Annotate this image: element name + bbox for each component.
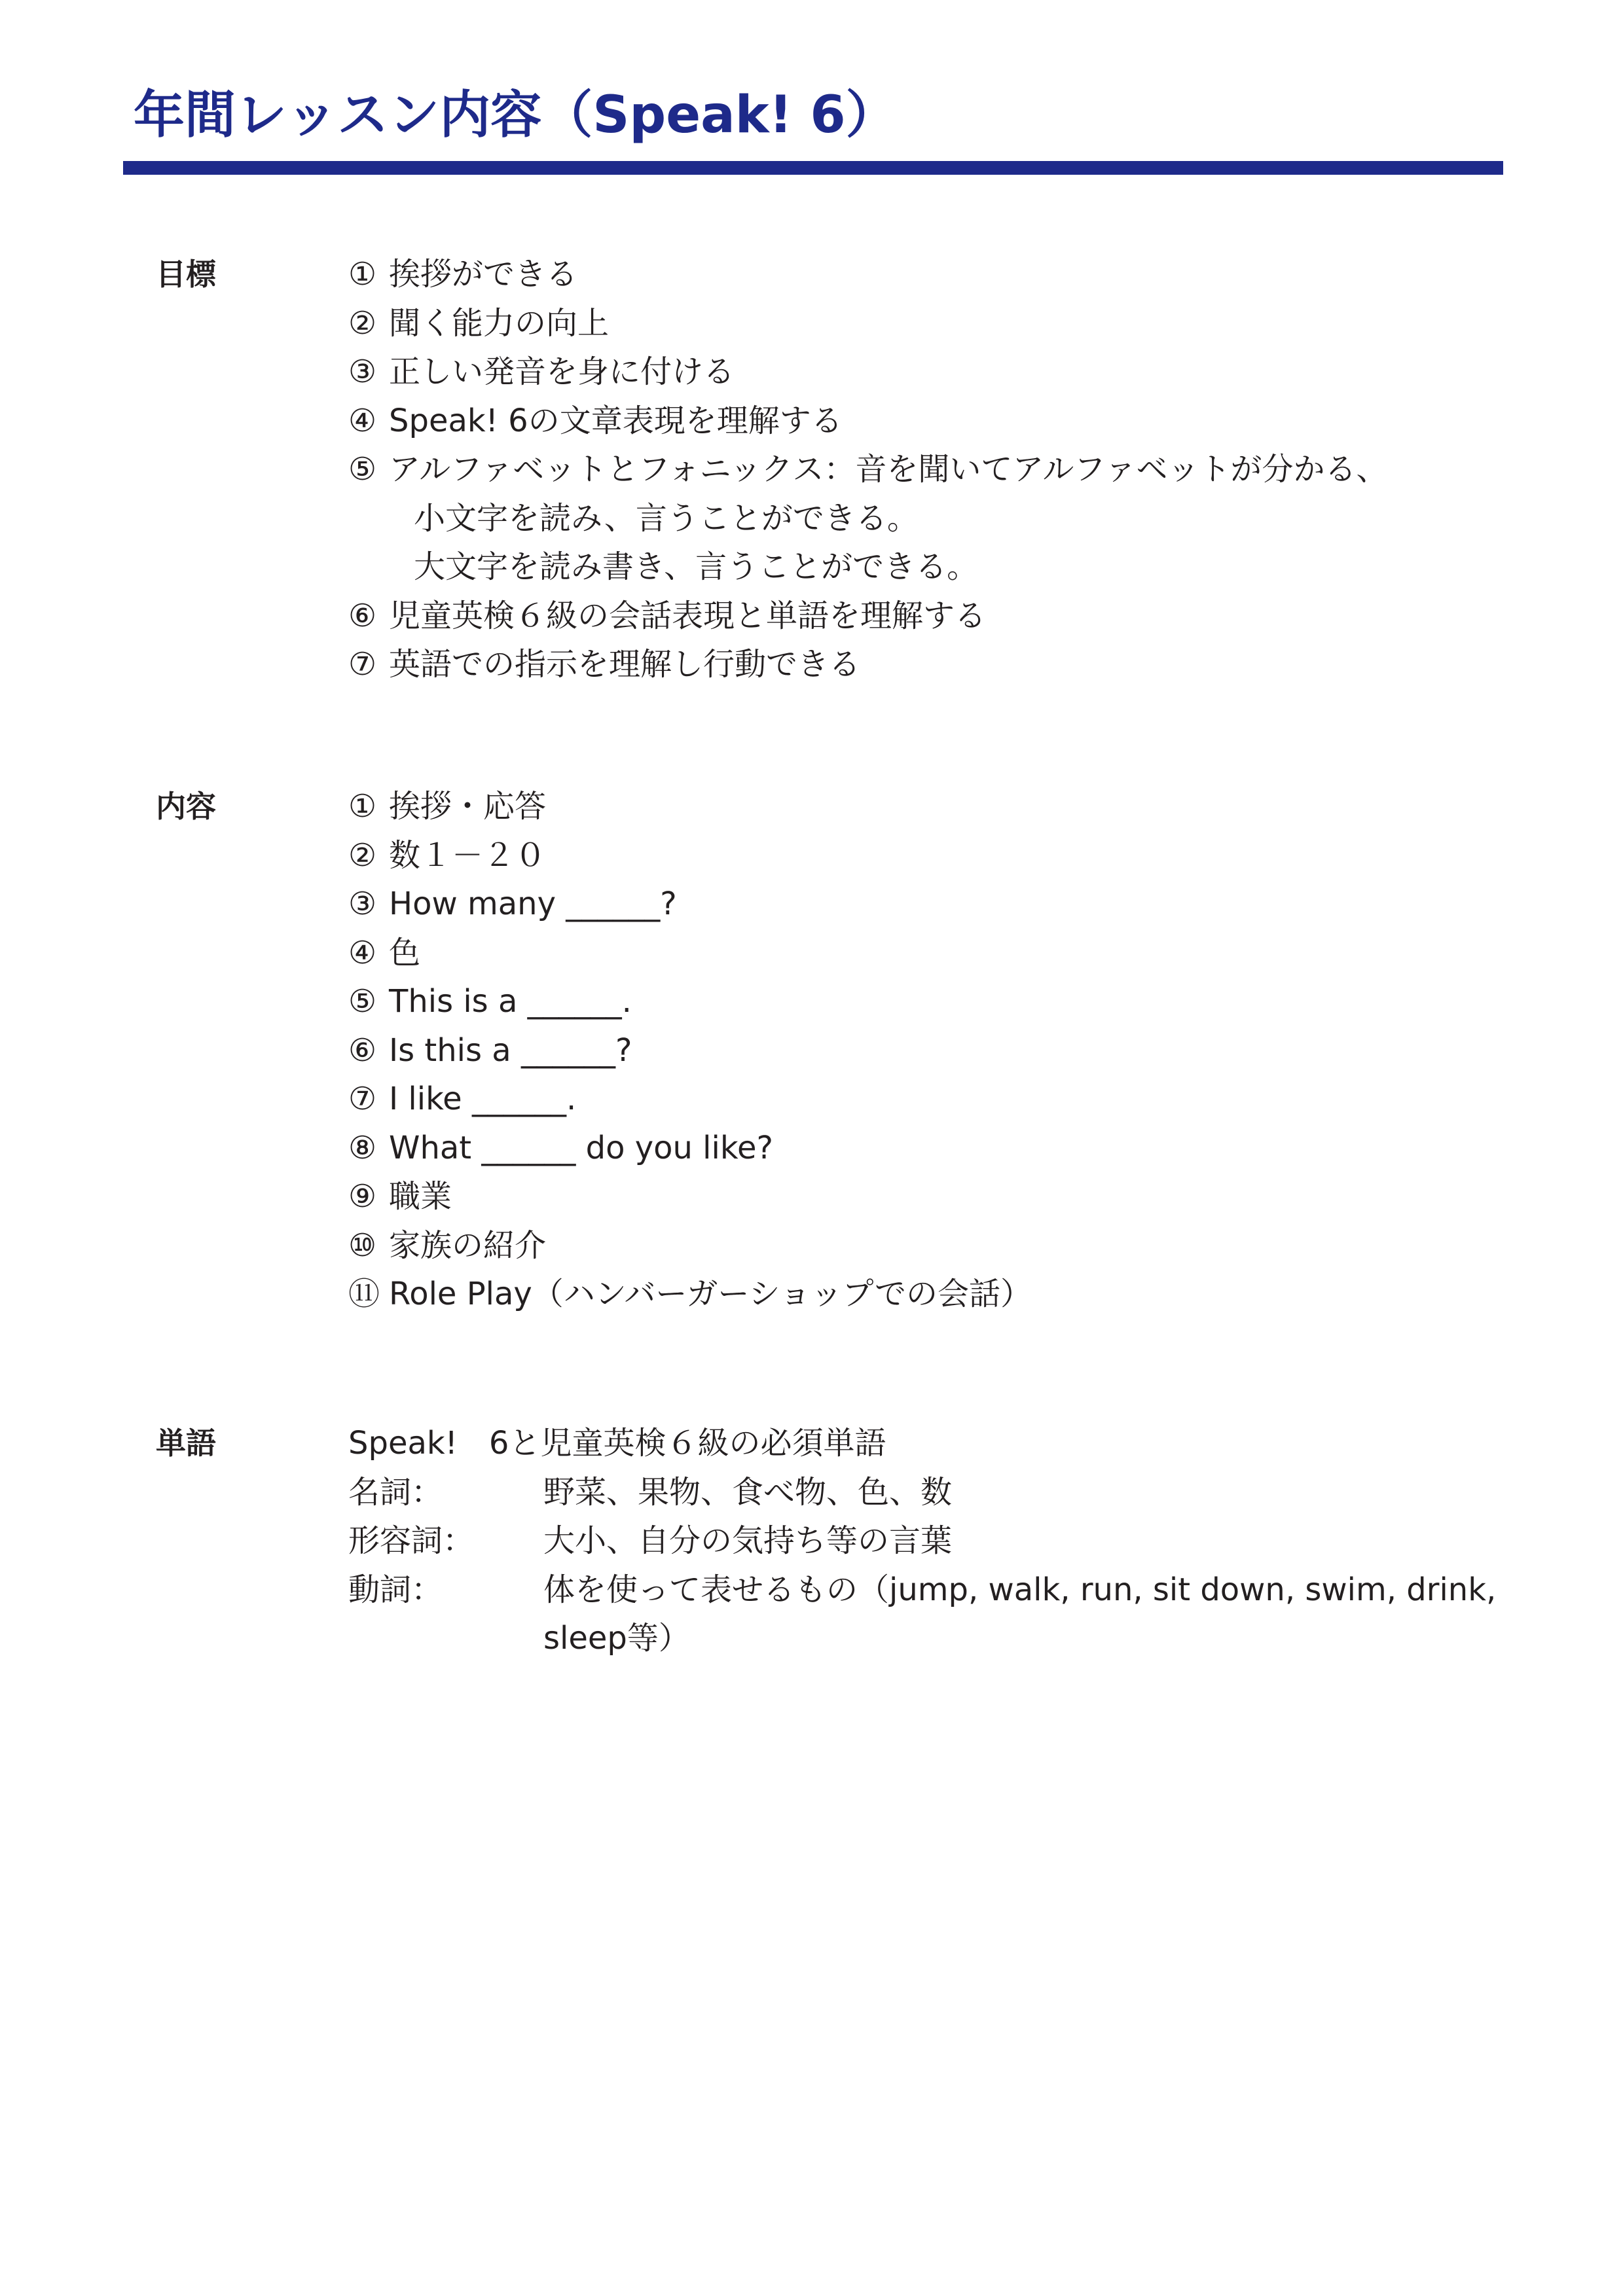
- item-text: Speak! 6の文章表現を理解する: [389, 402, 843, 439]
- title-underline: [123, 161, 1503, 175]
- vocabulary-intro: Speak! 6と児童英検６級の必須単語: [348, 1425, 886, 1462]
- contents-list: [348, 782, 1032, 1319]
- item-text: 大文字を読み書き、言うことができる。: [414, 548, 979, 585]
- list-item: [348, 1075, 1032, 1124]
- list-item: [348, 880, 1032, 929]
- list-item: [348, 299, 1387, 348]
- item-text: 家族の紹介: [389, 1227, 547, 1264]
- item-text: 数１－２０: [389, 836, 547, 874]
- list-item-continuation: [348, 494, 1387, 543]
- list-item: [348, 1124, 1032, 1173]
- section-label-contents: 内容: [156, 789, 216, 824]
- item-text: What ______ do you like?: [389, 1129, 773, 1166]
- vocabulary-value: 野菜、果物、食べ物、色、数: [543, 1473, 953, 1511]
- list-item: [348, 1172, 1032, 1221]
- list-item: [348, 640, 1387, 689]
- item-text: How many ______?: [389, 886, 677, 922]
- vocabulary-block: [348, 1419, 1496, 1663]
- list-item: [348, 782, 1032, 831]
- item-number: ③: [348, 353, 377, 390]
- item-text: This is a ______.: [389, 983, 632, 1020]
- list-item: [348, 929, 1032, 978]
- vocabulary-row-continuation: [348, 1614, 1496, 1663]
- item-number: ⑩: [348, 1227, 377, 1264]
- vocabulary-row: [348, 1566, 1496, 1615]
- list-item: [348, 348, 1387, 397]
- list-item: [348, 1270, 1032, 1319]
- item-text: 小文字を読み、言うことができる。: [414, 499, 919, 537]
- item-number: ②: [348, 304, 377, 342]
- list-item: [348, 831, 1032, 880]
- list-item: [348, 592, 1387, 641]
- list-item: [348, 1026, 1032, 1075]
- item-number: ⑧: [348, 1129, 377, 1166]
- item-text: Role Play（ハンバーガーショップでの会話）: [389, 1276, 1032, 1312]
- vocabulary-value: 体を使って表せるもの（jump, walk, run, sit down, swim, drink,: [543, 1571, 1497, 1608]
- item-text: 英語での指示を理解し行動できる: [389, 646, 861, 683]
- item-number: ⑪: [348, 1276, 380, 1312]
- item-number: ④: [348, 402, 377, 439]
- vocabulary-key: 形容詞：: [348, 1522, 475, 1559]
- item-number: ⑦: [348, 646, 377, 683]
- item-text: I like ______.: [389, 1081, 577, 1117]
- list-item-continuation: [348, 543, 1387, 592]
- item-number: ①: [348, 256, 377, 293]
- item-text: アルファベットとフォニックス：音を聞いてアルファベットが分かる、: [389, 451, 1388, 488]
- item-text: 挨拶・応答: [389, 788, 547, 825]
- item-number: ⑦: [348, 1081, 377, 1117]
- list-item: [348, 250, 1387, 299]
- vocabulary-key: 名詞：: [348, 1473, 443, 1511]
- item-text: 児童英検６級の会話表現と単語を理解する: [389, 597, 987, 634]
- item-number: ③: [348, 886, 377, 922]
- item-number: ④: [348, 934, 377, 971]
- vocabulary-value: 大小、自分の気持ち等の言葉: [543, 1522, 953, 1559]
- list-item: [348, 397, 1387, 446]
- item-number: ⑤: [348, 983, 377, 1020]
- vocabulary-key: 動詞：: [348, 1571, 443, 1608]
- item-text: Is this a ______?: [389, 1031, 632, 1069]
- item-text: 正しい発音を身に付ける: [389, 353, 735, 390]
- vocabulary-row: [348, 1516, 1496, 1566]
- item-text: 職業: [389, 1178, 452, 1215]
- vocabulary-row: [348, 1468, 1496, 1517]
- item-number: ①: [348, 788, 377, 825]
- goals-list: [348, 250, 1387, 689]
- list-item: [348, 445, 1387, 494]
- section-label-vocabulary: 単語: [156, 1426, 216, 1461]
- item-number: ⑨: [348, 1178, 377, 1215]
- item-number: ⑥: [348, 1031, 377, 1069]
- page-title: 年間レッスン内容（Speak! 6）: [134, 86, 897, 145]
- item-number: ⑥: [348, 597, 377, 634]
- section-label-goals: 目標: [156, 257, 216, 292]
- list-item: [348, 977, 1032, 1026]
- vocabulary-value: sleep等）: [543, 1620, 690, 1657]
- item-text: 聞く能力の向上: [389, 304, 610, 342]
- item-text: 色: [389, 934, 421, 971]
- item-text: 挨拶ができる: [389, 256, 578, 293]
- item-number: ②: [348, 836, 377, 874]
- item-number: ⑤: [348, 451, 377, 488]
- list-item: [348, 1221, 1032, 1270]
